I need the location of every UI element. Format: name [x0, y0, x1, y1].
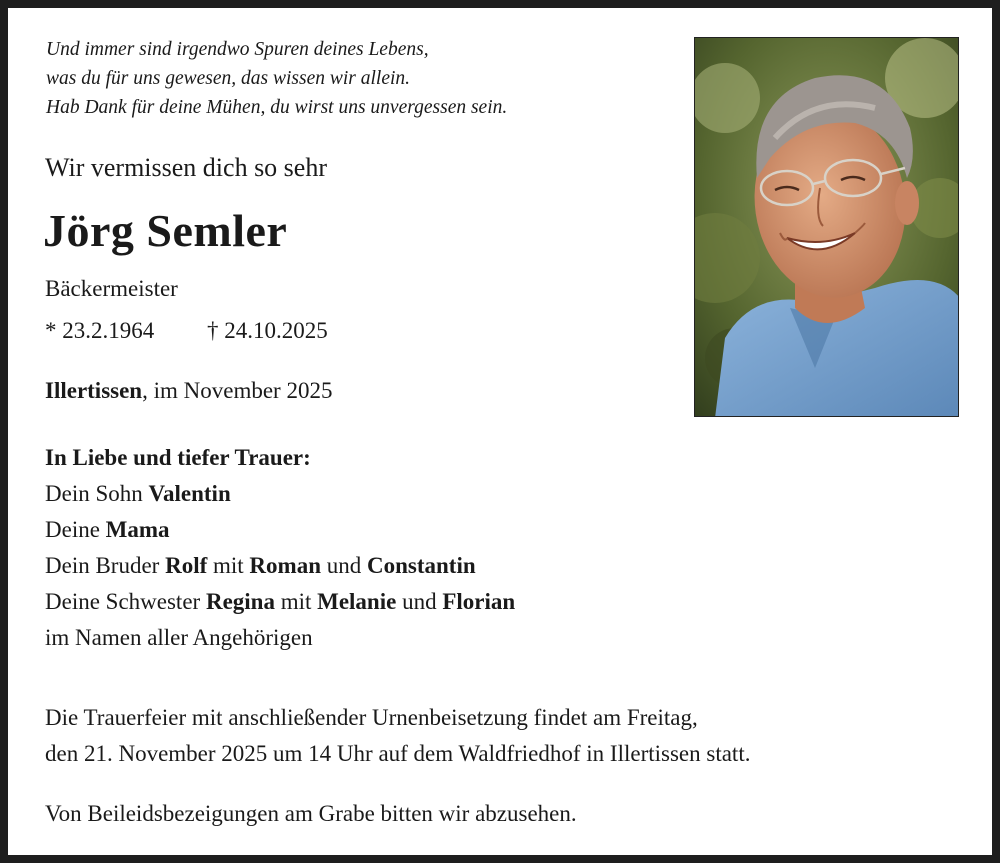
profession: Bäckermeister: [45, 276, 178, 301]
mourners-heading: In Liebe und tiefer Trauer:: [45, 445, 311, 470]
mourner-name: Mama: [105, 517, 170, 542]
portrait-photo: [694, 37, 959, 417]
mourner-name: Florian: [442, 589, 516, 614]
mourner-text: Deine: [45, 517, 106, 542]
poem-line-1: Und immer sind irgendwo Spuren deines Lebens,: [46, 39, 429, 60]
deceased-name: Jörg Semler: [43, 205, 288, 256]
mourner-name: Valentin: [148, 481, 231, 506]
mourner-text: Dein Bruder: [45, 553, 166, 578]
life-dates: [45, 318, 328, 344]
mourner-text: und: [320, 553, 367, 578]
place-city: Illertissen: [45, 378, 143, 403]
mourner-name: Roman: [249, 553, 321, 578]
funeral-line-2: den 21. November 2025 um 14 Uhr auf dem Waldfriedhof in Illertissen statt.: [45, 741, 751, 766]
mourner-text: Deine Schwester: [45, 589, 206, 614]
mourner-name: Constantin: [366, 553, 476, 578]
mourner-text: mit: [207, 553, 250, 578]
place-date: [45, 378, 332, 404]
mourner-text: und: [396, 589, 443, 614]
place-month: , im November 2025: [142, 378, 333, 403]
death-date: † 24.10.2025: [207, 318, 328, 343]
poem-line-2: was du für uns gewesen, das wissen wir allein.: [46, 68, 411, 89]
mourner-line-5: im Namen aller Angehörigen: [45, 625, 313, 650]
mourner-name: Regina: [205, 589, 275, 614]
funeral-line-1: Die Trauerfeier mit anschließender Urnenbeisetzung findet am Freitag,: [45, 705, 698, 730]
mourner-name: Melanie: [317, 589, 397, 614]
mourner-name: Rolf: [165, 553, 208, 578]
mourner-line-2: [45, 517, 170, 543]
mourner-line-1: [45, 481, 231, 507]
mourner-text: mit: [274, 589, 318, 614]
intro-text: Wir vermissen dich so sehr: [45, 153, 328, 182]
mourner-line-4: [45, 589, 515, 615]
poem-line-3: Hab Dank für deine Mühen, du wirst uns unvergessen sein.: [46, 97, 508, 118]
condolence-note: Von Beileidsbezeigungen am Grabe bitten wir abzusehen.: [45, 801, 577, 826]
portrait-illustration: [695, 38, 959, 417]
birth-date: * 23.2.1964: [45, 318, 155, 343]
mourner-text: Dein Sohn: [45, 481, 149, 506]
mourner-line-3: [45, 553, 476, 579]
